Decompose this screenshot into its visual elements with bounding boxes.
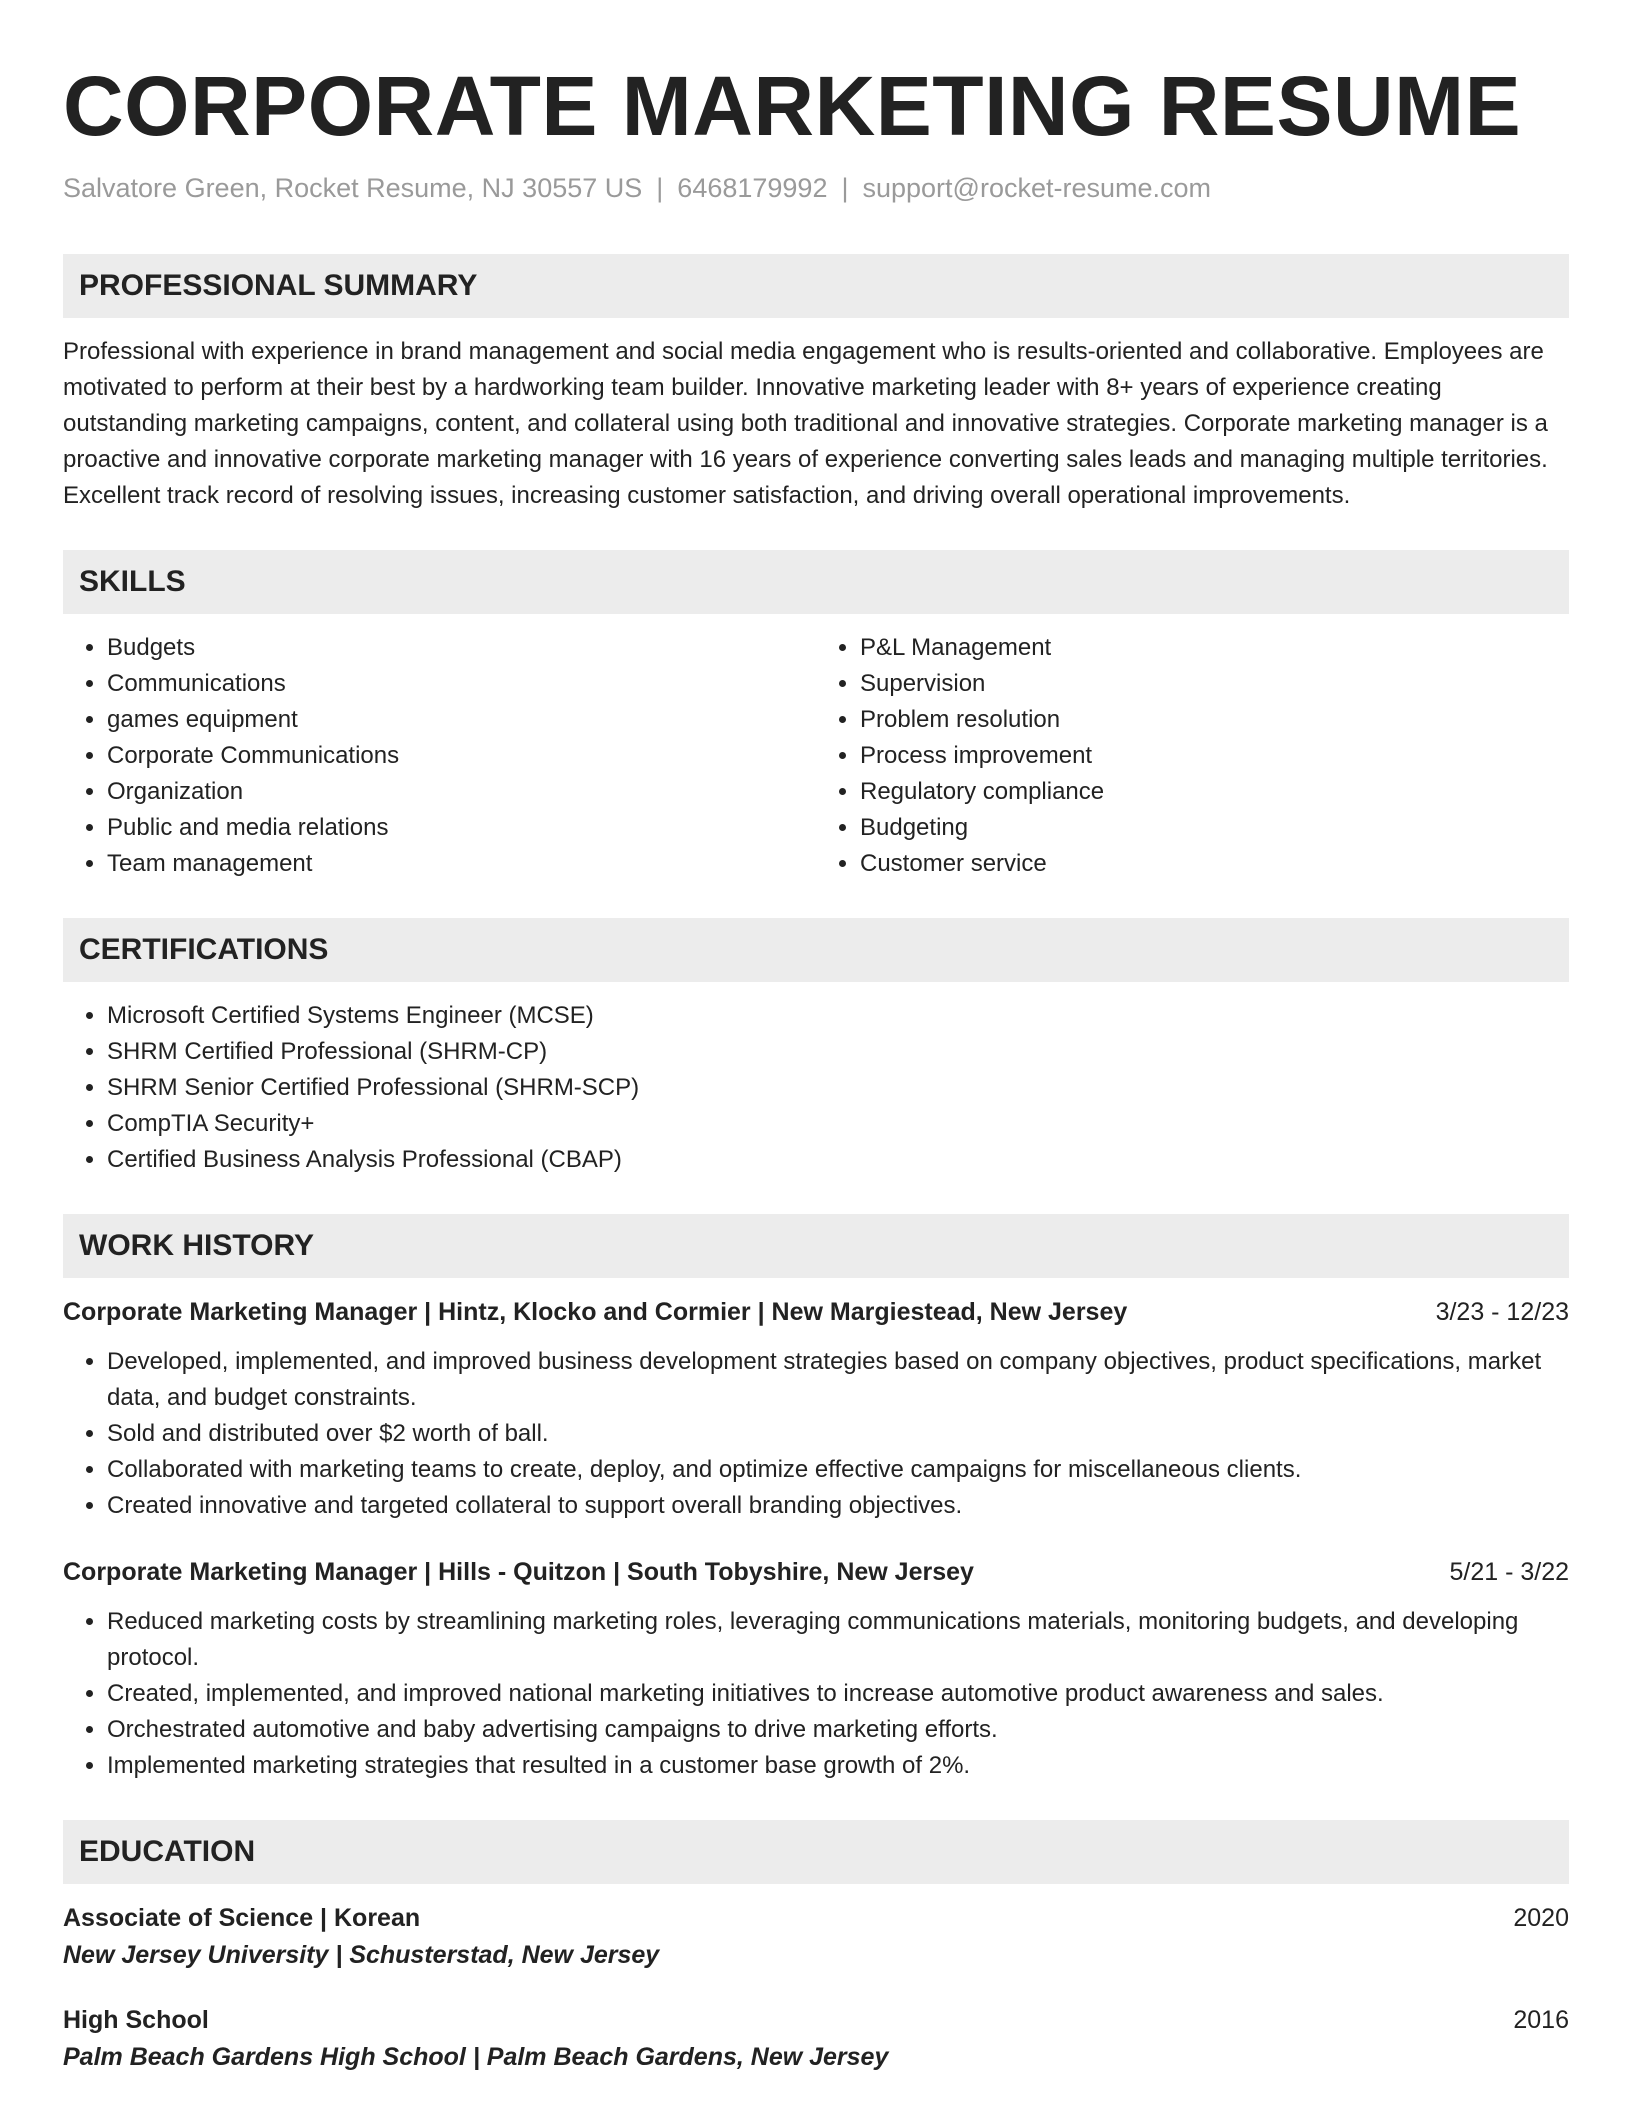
job-bullet: • Sold and distributed over $2 worth of ball.	[107, 1416, 1569, 1452]
skills-column-right	[816, 630, 1569, 882]
skills-heading: SKILLS	[63, 550, 1569, 614]
job-bullet: • Collaborated with marketing teams to create, deploy, and optimize effective campaigns for miscellaneous clients.	[107, 1452, 1569, 1488]
contact-email: support@rocket-resume.com	[862, 173, 1212, 203]
skill-item: • Budgets	[107, 630, 816, 666]
skills-column-left	[63, 630, 816, 882]
job-header	[63, 1554, 1569, 1590]
education-school: Palm Beach Gardens High School | Palm Beach Gardens, New Jersey	[63, 2043, 889, 2071]
job-bullets	[63, 1344, 1569, 1524]
contact-separator: |	[841, 173, 849, 203]
job-dates: 5/21 - 3/22	[1449, 1558, 1569, 1586]
job-bullet: • Implemented marketing strategies that resulted in a customer base growth of 2%.	[107, 1748, 1569, 1784]
job-entry	[63, 1294, 1569, 1524]
resume-title: CORPORATE MARKETING RESUME	[63, 59, 1522, 153]
skill-item: • Regulatory compliance	[860, 774, 1569, 810]
job-bullets	[63, 1604, 1569, 1784]
skill-item: • P&L Management	[860, 630, 1569, 666]
summary-heading: PROFESSIONAL SUMMARY	[63, 254, 1569, 318]
summary-text: Professional with experience in brand management and social media engagement who is results-oriented and collaborative. Employees are motivated to perform at their best by a hardworking team builder. Innovative marketing leader with 8+ years of experience creating outstanding marketing campaigns, content, and collateral using both traditional and innovative strategies. Corporate marketing manager is a proactive and innovative corporate marketing manager with 16 years of experience converting sales leads and managing multiple territories. Excellent track record of resolving issues, increasing customer satisfaction, and driving overall operational improvements.	[63, 338, 1548, 509]
education-degree: High School	[63, 2006, 209, 2034]
education-school: New Jersey University | Schusterstad, New Jersey	[63, 1941, 660, 1969]
job-title: Corporate Marketing Manager | Hintz, Klocko and Cormier | New Margiestead, New Jersey	[63, 1298, 1128, 1326]
skill-item: • Process improvement	[860, 738, 1569, 774]
certification-item: • Microsoft Certified Systems Engineer (MCSE)	[107, 998, 1569, 1034]
certification-item: • SHRM Certified Professional (SHRM-CP)	[107, 1034, 1569, 1070]
job-bullet: • Orchestrated automotive and baby advertising campaigns to drive marketing efforts.	[107, 1712, 1569, 1748]
skill-item: • Communications	[107, 666, 816, 702]
contact-address: Salvatore Green, Rocket Resume, NJ 30557 US	[63, 173, 643, 203]
job-entry	[63, 1554, 1569, 1784]
education-year: 2016	[1513, 2006, 1569, 2034]
skill-item: • Problem resolution	[860, 702, 1569, 738]
education-header	[63, 2002, 1569, 2038]
contact-separator: |	[656, 173, 664, 203]
job-title: Corporate Marketing Manager | Hills - Quitzon | South Tobyshire, New Jersey	[63, 1558, 974, 1586]
education-entry	[63, 2002, 1569, 2076]
job-dates: 3/23 - 12/23	[1435, 1298, 1569, 1326]
education-year: 2020	[1513, 1904, 1569, 1932]
job-bullet: • Developed, implemented, and improved business development strategies based on company objectives, product specifications, market data, and budget constraints.	[107, 1344, 1569, 1416]
job-bullet: • Created, implemented, and improved national marketing initiatives to increase automotive product awareness and sales.	[107, 1676, 1569, 1712]
certification-item: • SHRM Senior Certified Professional (SHRM-SCP)	[107, 1070, 1569, 1106]
job-bullet: • Created innovative and targeted collateral to support overall branding objectives.	[107, 1488, 1569, 1524]
contact-phone: 6468179992	[677, 173, 828, 203]
skill-item: • Public and media relations	[107, 810, 816, 846]
skill-item: • Budgeting	[860, 810, 1569, 846]
skill-item: • Customer service	[860, 846, 1569, 882]
skill-item: • Corporate Communications	[107, 738, 816, 774]
skill-item: • Supervision	[860, 666, 1569, 702]
education-heading: EDUCATION	[63, 1820, 1569, 1884]
job-header	[63, 1294, 1569, 1330]
work-history-heading: WORK HISTORY	[63, 1214, 1569, 1278]
skill-item: • Organization	[107, 774, 816, 810]
education-degree: Associate of Science | Korean	[63, 1904, 421, 1932]
job-bullet: • Reduced marketing costs by streamlining marketing roles, leveraging communications materials, monitoring budgets, and developing protocol.	[107, 1604, 1569, 1676]
certifications-list	[63, 998, 1569, 1178]
education-entry	[63, 1900, 1569, 1974]
skill-item: • Team management	[107, 846, 816, 882]
education-header	[63, 1900, 1569, 1936]
certifications-heading: CERTIFICATIONS	[63, 918, 1569, 982]
skill-item: • games equipment	[107, 702, 816, 738]
certification-item: • CompTIA Security+	[107, 1106, 1569, 1142]
certification-item: • Certified Business Analysis Professional (CBAP)	[107, 1142, 1569, 1178]
contact-line	[63, 170, 1569, 206]
skills-list	[63, 630, 1569, 882]
